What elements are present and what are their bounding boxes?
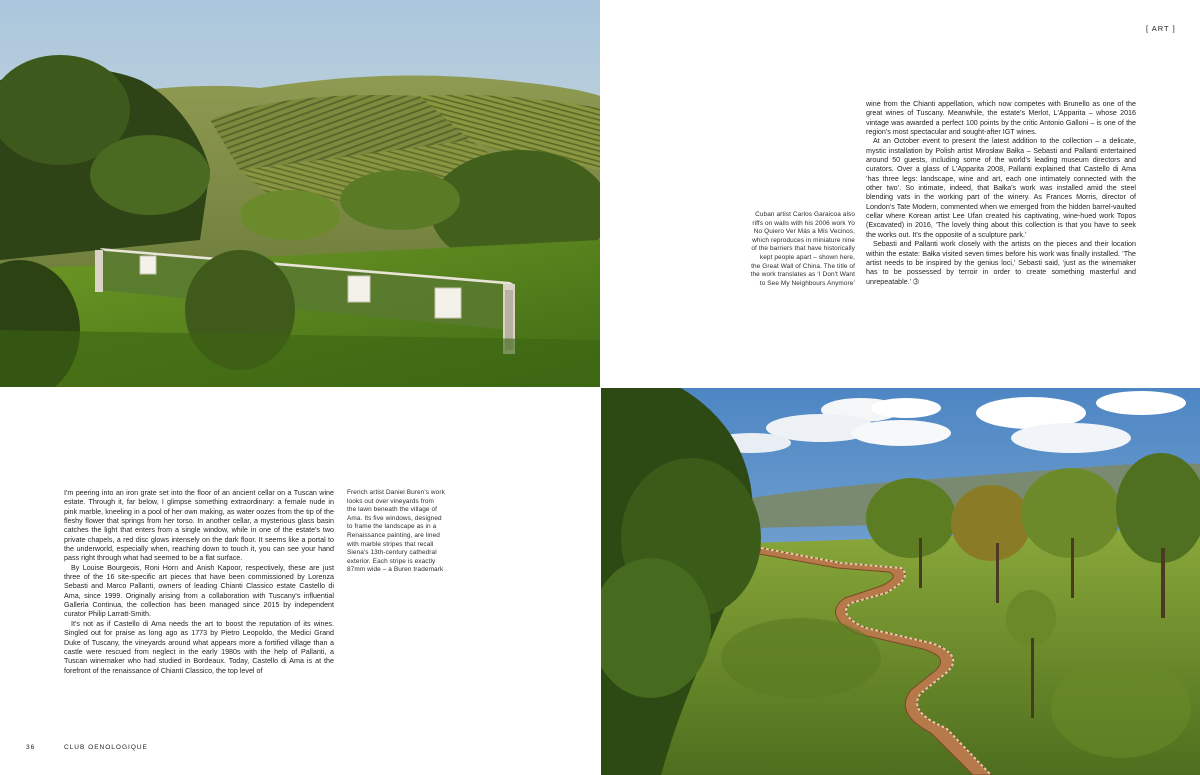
article-paragraph: wine from the Chianti appellation, which now competes with Brunello as one of the great wines of Tuscany. Meanwhile, the estate's Merlot, L'Apparita – whose 2016 vintage was awarded a perfect 100 points by the critic Antonio Galloni – is one of the region's most spectacular and sought-after IGT wines. bbox=[866, 100, 1136, 137]
article-paragraph: At an October event to present the latest addition to the collection – a delicate, mystic installation by Polish artist Mirosław Bałka – Sebasti and Pallanti entertained around 50 guests, including some of the world's leading museum directors and curators. Over a glass of L'Apparita 2008, Pallanti explained that Castello di Ama ‘has three legs: landscape, wine and art, each one intimately connected with the other two’. So intimate, indeed, that Bałka's work was installed amid the steel blending vats in the working part of the winery. As Frances Morris, director of London's Tate Modern, commented when we emerged from the hidden barrel-vaulted cellar where Korean artist Lee Ufan created his captivating, wine-hued work Topos (Excavated) in 2016, ‘The lovely thing about this collection is that you have to seek the works out. It's the opposite of a sculpture park.’ bbox=[866, 137, 1136, 239]
caption-line: to See My Neighbours Anymore’ bbox=[759, 279, 855, 287]
vineyard-landscape-image bbox=[0, 0, 600, 387]
article-paragraph: By Louise Bourgeois, Roni Horn and Anish Kapoor, respectively, these are just three of the 16 site-specific art pieces that have been commissioned by Lorenza Sebasti and Marco Pallanti, owners of leading Chianti Classico estate Castello di Ama, since 1999. Originally arising from a collaboration with Tuscany's influential Galleria Continua, the collection has been managed since 2015 by independent curator Philip Larratt-Smith. bbox=[64, 563, 334, 619]
caption-line: riffs on walls with his 2006 work Yo bbox=[752, 219, 855, 227]
caption-line: Ama. Its five windows, designed bbox=[347, 514, 442, 522]
article-paragraph: It's not as if Castello di Ama needs the art to boost the reputation of its wines. Singled out for praise as long ago as 1773 by Pietro Leopoldo, the Medici Grand Duke of Tuscany, the vineyards around what appears more a fortified village than a castle were rescued from neglect in the early 1980s with the help of Pallanti, a Tuscan winemaker who had studied in Bordeaux. Today, Castello di Ama is at the forefront of the renaissance of Chianti Classico, the top level of bbox=[64, 619, 334, 675]
article-column-right bbox=[866, 100, 1136, 287]
caption-line: the lawn beneath the village of bbox=[347, 506, 438, 514]
caption-line: exterior. Each stripe is exactly bbox=[347, 557, 436, 565]
caption-line: Siena's 13th-century cathedral bbox=[347, 549, 437, 557]
photo-vineyard-mirror-installation bbox=[0, 0, 600, 387]
caption-buren bbox=[347, 489, 467, 575]
caption-garaicoa bbox=[720, 211, 855, 288]
article-paragraph: I'm peering into an iron grate set into the floor of an ancient cellar on a Tuscan wine estate. Through it, far below, I glimpse something extraordinary: a female nude in pink marble, kneeling in a pool of her own making, as water oozes from the tip of the fleshy flower that springs from her torso. In another cellar, a mysterious glass basin catches the light that enters from a single window, while in one of the estate's two private chapels, a red disc glows intensely on the dark floor. It seems like a portal to the underworld, especially when, reaching down to touch it, you can see your hand pass right through what had seemed to be a flat surface. bbox=[64, 489, 334, 563]
page-number: 36 bbox=[26, 744, 36, 751]
caption-line: the Great Wall of China. The title of bbox=[751, 262, 855, 270]
caption-line: kept people apart – shown here, bbox=[759, 253, 855, 261]
caption-line: of the barriers that have historically bbox=[751, 245, 855, 253]
photo-zigzag-brick-wall bbox=[601, 388, 1200, 775]
caption-line: No Quiero Ver Más a Mis Vecinos, bbox=[753, 228, 855, 236]
caption-line: Cuban artist Carlos Garaicoa also bbox=[755, 211, 855, 218]
article-paragraph: Sebasti and Pallanti work closely with the artists on the pieces and their location within the estate: Bałka visited seven times before his work was finally installed. ‘The artist needs to be inspired by the genius loci,’ Sebasti said, ‘just as the winemaker has to be possessed by terroir in order to create something masterful and unrepeatable.’ ➂ bbox=[866, 240, 1136, 286]
caption-line: to frame the landscape as in a bbox=[347, 523, 437, 531]
caption-line: the work translates as ‘I Don't Want bbox=[750, 271, 855, 279]
great-wall-installation-image bbox=[601, 388, 1200, 775]
caption-line: 87mm wide – a Buren trademark bbox=[347, 566, 444, 574]
magazine-name: CLUB OENOLOGIQUE bbox=[64, 744, 148, 751]
caption-line: looks out over vineyards from bbox=[347, 497, 434, 505]
caption-line: with marble stripes that recall bbox=[347, 540, 434, 548]
caption-line: which reproduces in miniature nine bbox=[752, 236, 855, 244]
caption-line: French artist Daniel Buren's work bbox=[347, 489, 445, 496]
caption-line: Renaissance painting, are lined bbox=[347, 531, 440, 539]
article-column-left bbox=[64, 489, 334, 676]
section-tag: [ ART ] bbox=[1146, 24, 1176, 33]
